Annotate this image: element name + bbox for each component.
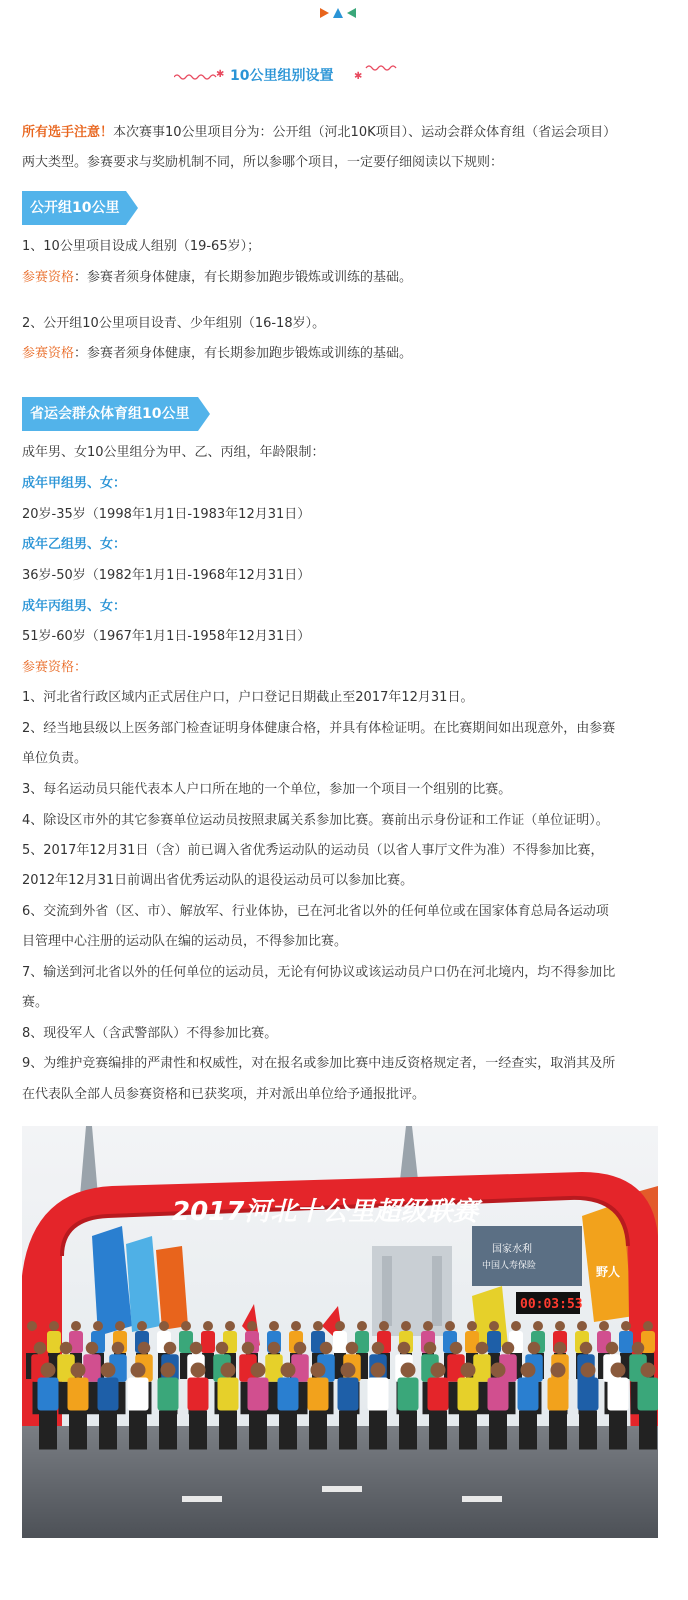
race-start-photo [22, 1126, 658, 1538]
sponsor-logo-text: 野人 [596, 1265, 621, 1279]
billboard-text-2: 中国人寿保险 [482, 1261, 537, 1271]
group-range: 20岁-35岁（1998年1月1日-1983年12月31日） [22, 507, 311, 522]
rule-line: 单位负责。 [22, 751, 88, 766]
open-qualification-2 [22, 344, 412, 364]
race-scene-illustration [22, 1126, 658, 1538]
group-name: 成年丙组男、女： [22, 599, 127, 614]
qualification-text: ：参赛者须身体健康，有长期参加跑步锻炼或训练的基础。 [74, 270, 413, 285]
rule-line: 7、输送到河北省以外的任何单位的运动员，无论有何协议或该运动员户口仍在河北境内，均不得参加比 [22, 965, 616, 980]
arch-banner-text: 2017河北十公里超级联赛 [172, 1197, 479, 1227]
wave-decoration-icon [354, 62, 404, 82]
intro-text: 本次赛事10公里项目分为：公开组（河北10K项目）、运动会群众体育组（省运会项目） [113, 125, 617, 140]
group-name: 成年甲组男、女： [22, 476, 127, 491]
open-item-2: 2、公开组10公里项目设青、少年组别（16-18岁）。 [22, 316, 326, 331]
rule-line: 赛。 [22, 995, 49, 1010]
billboard-text-1: 国家水利 [492, 1244, 532, 1255]
group-name: 成年乙组男、女： [22, 537, 127, 552]
qualification-label: 参赛资格 [22, 346, 75, 361]
provincial-group-banner-label: 省运会群众体育组10公里 [30, 406, 190, 422]
provincial-group-banner [22, 397, 210, 431]
rule-line: 9、为维护竞赛编排的严肃性和权威性，对在报名或参加比赛中违反资格规定者，一经查实，取消其及所 [22, 1056, 616, 1071]
section-title [170, 62, 410, 88]
rule-line: 2、经当地县级以上医务部门检查证明身体健康合格，并具有体检证明。在比赛期间如出现意外，由参赛 [22, 721, 616, 736]
group-range: 36岁-50岁（1982年1月1日-1968年12月31日） [22, 568, 311, 583]
open-qualification-1 [22, 268, 412, 288]
group-range: 51岁-60岁（1967年1月1日-1958年12月31日） [22, 629, 311, 644]
intro-line-2: 两大类型。参赛要求与奖励机制不同，所以参哪个项目，一定要仔细阅读以下规则： [22, 155, 504, 170]
intro-line-1 [22, 123, 616, 143]
svg-text:✱: ✱ [354, 71, 363, 82]
race-clock: 00:03:53 [520, 1297, 583, 1312]
qualification-heading: 参赛资格： [22, 660, 88, 675]
wave-decoration-icon [174, 68, 224, 82]
rule-line: 2012年12月31日前调出省优秀运动队的退役运动员可以参加比赛。 [22, 873, 414, 888]
rule-line: 目管理中心注册的运动队在编的运动员，不得参加比赛。 [22, 934, 348, 949]
rule-line: 5、2017年12月31日（含）前已调入省优秀运动队的运动员（以省人事厅文件为准）不得参加比赛， [22, 843, 604, 858]
rule-line: 8、现役军人（含武警部队）不得参加比赛。 [22, 1026, 278, 1041]
decorative-triangles-icon [320, 6, 356, 20]
open-item-1: 1、10公里项目设成人组别（19-65岁）； [22, 239, 261, 254]
open-group-banner-label: 公开组10公里 [30, 200, 120, 216]
qualification-text: ：参赛者须身体健康，有长期参加跑步锻炼或训练的基础。 [74, 346, 413, 361]
page-title: 10公里组别设置 [230, 68, 334, 84]
rule-line: 6、交流到外省（区、市）、解放军、行业体协，已在河北省以外的任何单位或在国家体育总局各运动项 [22, 904, 609, 919]
notice-highlight: 所有选手注意！ [22, 125, 114, 140]
provincial-intro: 成年男、女10公里组分为甲、乙、丙组，年龄限制： [22, 445, 325, 460]
rule-line: 在代表队全部人员参赛资格和已获奖项，并对派出单位给予通报批评。 [22, 1087, 426, 1102]
rule-line: 3、每名运动员只能代表本人户口所在地的一个单位，参加一个项目一个组别的比赛。 [22, 782, 512, 797]
svg-text:✱: ✱ [216, 69, 224, 80]
open-group-banner [22, 191, 138, 225]
rule-line: 1、河北省行政区域内正式居住户口，户口登记日期截止至2017年12月31日。 [22, 690, 474, 705]
qualification-label: 参赛资格 [22, 270, 75, 285]
rule-line: 4、除设区市外的其它参赛单位运动员按照隶属关系参加比赛。赛前出示身份证和工作证（单位证明）。 [22, 813, 609, 828]
